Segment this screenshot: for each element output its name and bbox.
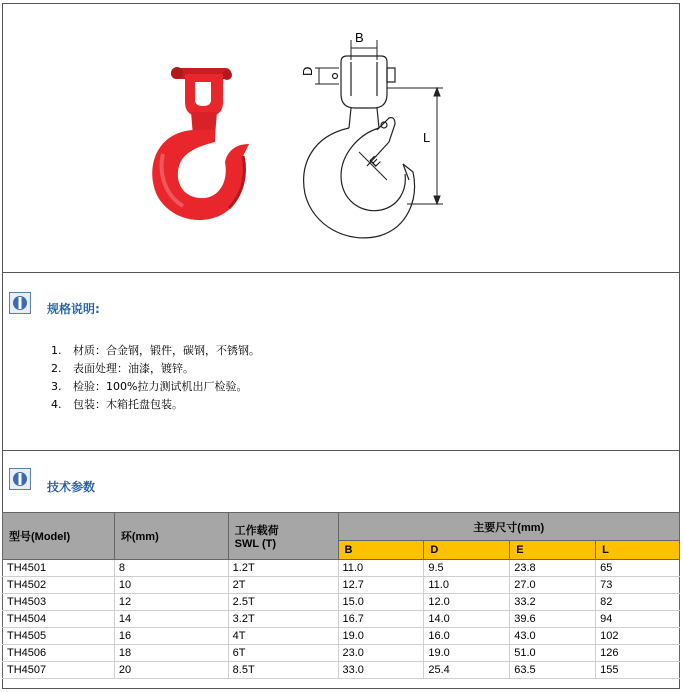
spec-title: 规格说明: [47,302,100,316]
spec-item: 1. 材质：合金钢，锻件，碳钢，不锈钢。 [51,344,260,357]
cell-b: 15.0 [338,594,424,611]
cell-model: TH4502 [3,577,115,594]
col-header-ring: 环(mm) [114,513,228,560]
cell-l: 155 [596,662,680,679]
cell-model: TH4507 [3,662,115,679]
dim-b-label: B [355,30,364,45]
cell-d: 19.0 [424,645,510,662]
dim-e-label: E [366,153,384,170]
cell-e: 27.0 [510,577,596,594]
cell-e: 39.6 [510,611,596,628]
red-hook-photo [152,67,249,220]
col-header-l: L [596,541,680,560]
spec-section [3,272,679,451]
spec-item: 2. 表面处理：油漆，镀锌。 [51,362,194,375]
cell-swl: 4T [228,628,338,645]
col-header-model: 型号(Model) [3,513,115,560]
cell-swl: 1.2T [228,560,338,577]
cell-model: TH4505 [3,628,115,645]
cell-l: 94 [596,611,680,628]
cell-swl: 2T [228,577,338,594]
col-header-swl: 工作载荷 SWL (T) [228,513,338,560]
cell-l: 73 [596,577,680,594]
hook-technical-drawing [304,56,415,238]
product-illustration [3,4,679,272]
table-row [3,594,680,611]
table-row [3,628,680,645]
cell-l: 126 [596,645,680,662]
cell-b: 11.0 [338,560,424,577]
spec-list [51,342,260,414]
cell-e: 23.8 [510,560,596,577]
cell-l: 82 [596,594,680,611]
cell-ring: 16 [114,628,228,645]
dim-d-label: D [300,66,315,76]
parameters-table [2,512,680,679]
table-row [3,577,680,594]
cell-ring: 20 [114,662,228,679]
cell-model: TH4501 [3,560,115,577]
table-row [3,662,680,679]
dim-l-label: L [423,130,431,145]
section-badge-icon [9,292,31,314]
cell-model: TH4503 [3,594,115,611]
cell-d: 11.0 [424,577,510,594]
table-row [3,645,680,662]
cell-swl: 3.2T [228,611,338,628]
col-header-e: E [510,541,596,560]
col-header-d: D [424,541,510,560]
cell-ring: 12 [114,594,228,611]
cell-b: 12.7 [338,577,424,594]
cell-d: 16.0 [424,628,510,645]
cell-d: 25.4 [424,662,510,679]
tech-section [3,450,679,517]
col-header-main-dims: 主要尺寸(mm) [338,513,680,541]
cell-e: 63.5 [510,662,596,679]
col-header-b: B [338,541,424,560]
cell-swl: 8.5T [228,662,338,679]
cell-model: TH4506 [3,645,115,662]
cell-e: 33.2 [510,594,596,611]
table-row [3,611,680,628]
cell-d: 9.5 [424,560,510,577]
table-row [3,560,680,577]
cell-e: 43.0 [510,628,596,645]
cell-swl: 2.5T [228,594,338,611]
cell-ring: 10 [114,577,228,594]
cell-model: TH4504 [3,611,115,628]
product-image-panel [3,4,679,273]
cell-ring: 14 [114,611,228,628]
cell-ring: 8 [114,560,228,577]
cell-l: 102 [596,628,680,645]
tech-title: 技术参数 [47,480,96,494]
spec-item: 3. 检验：100%拉力测试机出厂检验。 [51,380,248,393]
cell-b: 19.0 [338,628,424,645]
cell-ring: 18 [114,645,228,662]
spec-item: 4. 包装：木箱托盘包装。 [51,398,183,411]
cell-b: 33.0 [338,662,424,679]
cell-swl: 6T [228,645,338,662]
cell-e: 51.0 [510,645,596,662]
cell-l: 65 [596,560,680,577]
cell-b: 16.7 [338,611,424,628]
cell-d: 12.0 [424,594,510,611]
cell-b: 23.0 [338,645,424,662]
section-badge-icon [9,468,31,490]
cell-d: 14.0 [424,611,510,628]
